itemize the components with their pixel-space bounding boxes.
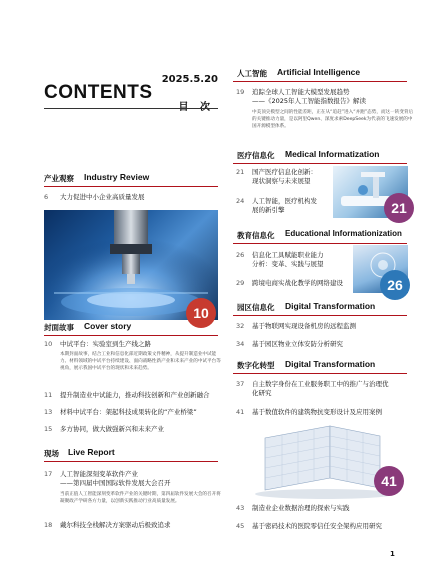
entry-title: 追踪全球人工智能大模型发展趋势 — [252, 88, 350, 96]
entry-title: 基于数值软件的建筑物抗变形设计及应用案例 — [252, 408, 382, 416]
toc-entry[interactable] — [44, 425, 224, 435]
toc-entry[interactable] — [44, 193, 224, 203]
entry-title: 人工智能，医疗机构发 — [252, 197, 317, 205]
entry-title: 基于物联网实现设备机房的远程监测 — [252, 322, 356, 330]
entry-title: 基于密码技术的医院零信任安全架构应用研究 — [252, 522, 382, 530]
entry-page-num: 26 — [236, 251, 245, 259]
entry-page-num: 24 — [236, 197, 245, 205]
entry-page-num: 15 — [44, 425, 53, 433]
entry-title: 多方协同，做大做强新兴和未来产业 — [60, 425, 164, 433]
entry-subtitle: 化研究 — [252, 389, 272, 397]
header-divider — [44, 108, 218, 109]
toc-entry[interactable] — [44, 340, 224, 386]
section-artificial-intelligence — [233, 68, 407, 82]
entry-title: 大力促进中小企业高质量发展 — [60, 193, 145, 201]
entry-page-num: 13 — [44, 408, 53, 416]
entry-page-num: 21 — [236, 168, 245, 176]
toc-entry[interactable] — [44, 408, 224, 418]
entry-page-num: 43 — [236, 504, 245, 512]
entry-title: 中试平台：实验室到生产线之路 — [60, 340, 151, 348]
section-educational-informationization — [233, 230, 407, 244]
entry-page-num: 29 — [236, 279, 245, 287]
entry-page-num: 41 — [236, 408, 245, 416]
entry-subtitle: ——《2025年人工智能指数报告》解读 — [252, 97, 367, 105]
section-cover-story — [44, 322, 218, 336]
section-cn-label: 园区信息化 — [237, 303, 275, 312]
entry-title: 自主数字身份在工业服务职工中的推广与治理优 — [252, 380, 389, 388]
section-cn-label: 医疗信息化 — [237, 151, 275, 160]
entry-title: 基于园区物业立体安防分析研究 — [252, 340, 343, 348]
entry-title: 信息化工具赋能职业能力 — [252, 251, 324, 259]
toc-entry[interactable] — [236, 88, 414, 143]
section-cn-label: 现场 — [44, 449, 59, 458]
section-live-report — [44, 448, 218, 462]
page-badge-41: 41 — [374, 466, 404, 496]
section-medical-informatization — [233, 150, 407, 164]
entry-page-num: 10 — [44, 340, 53, 348]
entry-subtitle: 现状洞察与未来展望 — [252, 177, 311, 185]
section-en-label: Educational Informationization — [285, 229, 402, 238]
entry-title: 材料中试平台：架起科技成果转化的“产业桥梁” — [60, 408, 197, 416]
section-en-label: Digital Transformation — [285, 301, 376, 311]
section-cn-label: 人工智能 — [237, 69, 267, 78]
entry-page-num: 45 — [236, 522, 245, 530]
section-cn-label: 数字化转型 — [237, 361, 275, 370]
toc-entry[interactable] — [44, 391, 224, 401]
section-en-label: Digital Transformation — [285, 359, 376, 369]
section-industry-review — [44, 173, 218, 187]
toc-entry[interactable] — [236, 504, 411, 514]
toc-entry[interactable] — [236, 168, 336, 188]
toc-entry[interactable] — [236, 522, 411, 532]
entry-page-num: 17 — [44, 470, 53, 478]
toc-entry[interactable] — [236, 340, 411, 350]
entry-subtitle: ——第四届中国国际软件发展大会召开 — [60, 479, 171, 487]
entry-subtitle: 分析：变革、实践与展望 — [252, 260, 324, 268]
issue-date: 2025.5.20 — [161, 74, 218, 85]
toc-entry[interactable] — [236, 279, 366, 289]
toc-entry[interactable] — [44, 521, 224, 531]
entry-title: 国产医疗信息化创新： — [252, 168, 317, 176]
section-cn-label: 产业观察 — [44, 174, 74, 183]
entry-page-num: 6 — [44, 193, 49, 201]
entry-title: 戴尔科技全栈解决方案驱动后极致追求 — [60, 521, 171, 529]
section-en-label: Industry Review — [84, 172, 150, 182]
toc-entry[interactable] — [44, 470, 224, 520]
page-number: 1 — [390, 550, 395, 558]
contents-title: CONTENTS — [44, 82, 153, 103]
entry-title: 跨境电商实战化教学的网络建设 — [252, 279, 343, 287]
page-badge-21: 21 — [384, 193, 414, 223]
section-en-label: Medical Informatization — [285, 149, 380, 159]
toc-entry[interactable] — [236, 408, 411, 418]
entry-page-num: 32 — [236, 322, 245, 330]
section-digital-transformation — [233, 360, 407, 374]
section-en-label: Cover story — [84, 321, 132, 331]
section-park-informatization — [233, 302, 407, 316]
contents-subtitle — [179, 98, 214, 113]
section-cn-label: 教育信息化 — [237, 231, 275, 240]
entry-page-num: 19 — [236, 88, 245, 96]
section-cn-label: 封面故事 — [44, 323, 74, 332]
entry-page-num: 18 — [44, 521, 53, 529]
section-en-label: Live Report — [68, 447, 115, 457]
section-en-label: Artificial Intelligence — [277, 67, 361, 77]
entry-title: 人工智能深刻变革软件产业 — [60, 470, 138, 478]
page-badge-10: 10 — [186, 298, 216, 328]
entry-description: 本期封面故事，结合工业和信息化部近期政策文件精神，从提升制造业中试能力、材料领域的中试平台持续建设、面向战略性新产业和未来产业的中试平台等视角，展示我国中试平台的现状和未来趋势。 — [60, 352, 221, 371]
entry-description: 中美顶尖模型之间的性能差距，正在从“追赶”进入“并跑”态势，而这一转变背后的关键推动力量，是以阿里Qwen、深度求索DeepSeek为代表的飞速发展的中国开源模型体系。 — [252, 110, 414, 129]
entry-page-num: 11 — [44, 391, 53, 399]
entry-subtitle: 展的新引擎 — [252, 206, 285, 214]
entry-page-num: 34 — [236, 340, 245, 348]
toc-entry[interactable] — [236, 380, 411, 400]
entry-description: 当前正值人工智能深刻变革软件产业的关键时期，第四届软件发展大会的召开将凝聚政产学研各方力量，以创新实践推动行业高质量发展。 — [60, 492, 221, 504]
toc-entry[interactable] — [236, 197, 336, 217]
entry-title: 提升制造业中试能力，推动科技创新和产业创新融合 — [60, 391, 210, 399]
entry-page-num: 37 — [236, 380, 245, 388]
page-badge-26: 26 — [380, 270, 410, 300]
entry-title: 制造业企业数据治理的探索与实践 — [252, 504, 350, 512]
toc-entry[interactable] — [236, 251, 346, 271]
toc-entry[interactable] — [236, 322, 411, 332]
